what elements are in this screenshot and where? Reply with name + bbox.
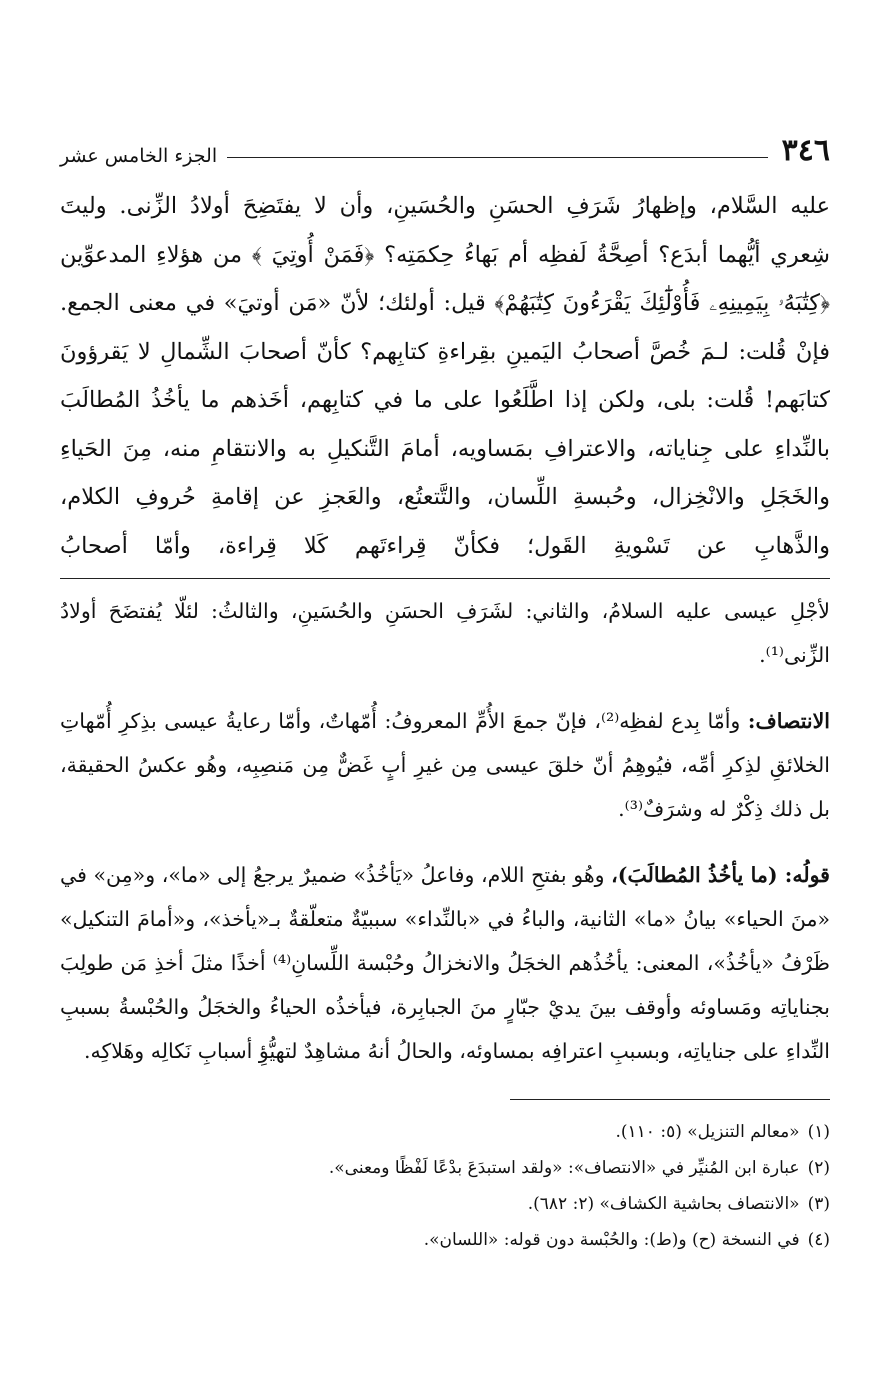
page-number: ٣٤٦: [781, 133, 830, 168]
main-paragraph: عليه السَّلام، وإظهارُ شَرَفِ الحسَنِ والحُسَينِ، وأن لا يفتَضِحَ أولادُ الزِّنى. وليتَ شِعري أيُّهما أبدَع؟ أصِحَّةُ لَفظِه أم بَهاءُ حِكمَتِه؟ ﴿فَمَنْ أُوتِيَ ﴾ من هؤلاءِ المدعوِّين ﴿كِتَٰبَهُۥ بِيَمِينِهِۦ فَأُوْلَٰٓئِكَ يَقْرَءُونَ كِتَٰبَهُمْ﴾ قيل: أولئك؛ لأنّ «مَن أوتيَ» في معنى الجمع. فإنْ قُلت: لـمَ خُصَّ أصحابُ اليَمينِ بقِراءةِ كتابِهم؟ كأنّ أصحابَ الشِّمالِ لا يَقرؤونَ كتابَهم! قُلت: بلى، ولكن إذا اطَّلَعُوا على ما في كتابِهم، أخَذهم ما يأخُذُ المُطالَبَ بالنِّداءِ على جِناياته، والاعترافِ بمَساويه، أمامَ التَّنكيلِ به والانتقامِ منه، مِنَ الحَياءِ والخَجَلِ والانْخِزال، وحُبسةِ اللِّسان، والتَّتعتُع، والعَجزِ عن إقامةِ حُروفِ الكلام، والذَّهابِ عن تَسْويةِ القَول؛ فكأنّ قِراءتَهم كَلا قِراءة، وأمّا أصحابُ: [60, 193, 830, 559]
commentary-paragraph-1: لأجْلِ عيسى عليه السلامُ، والثاني: لشَرَفِ الحسَنِ والحُسَينِ، والثالثُ: لئلّا يُفتضَحَ أولادُ الزِّنى⁽¹⁾.: [60, 599, 830, 667]
footnote-number: (٣): [807, 1194, 830, 1214]
commentary-paragraph-3: [60, 853, 830, 1073]
commentary-paragraph-2: [60, 699, 830, 831]
footnotes: [60, 1114, 830, 1258]
footnote-text: «الانتصاف بحاشية الكشاف» (٢: ٦٨٢).: [527, 1194, 800, 1214]
running-header: [60, 118, 830, 166]
footnote-rule: [510, 1099, 830, 1100]
commentary-body-2: وأمّا بِدع لفظِه⁽²⁾، فإنّ جمعَ الأُمِّ المعروفُ: أُمّهاتٌ، وأمّا رعايةُ عيسى بذِكرِ أُمّهاتِ الخلائقِ لذِكرِ أمِّه، فيُوهِمُ أنّ خلقَ عيسى مِن غيرِ أبٍ غَضٌّ مِن مَنصِبِه، وهُو عكسُ الحقيقة، بل ذلك ذِكْرٌ له وشرَفٌ⁽³⁾.: [60, 709, 830, 821]
book-page: [60, 118, 830, 1258]
footnote-1: [60, 1114, 830, 1150]
commentary-lead-qawluh: قولُه: (ما يأخُذُ المُطالَبَ)،: [611, 863, 830, 887]
footnote-number: (٤): [807, 1230, 830, 1250]
commentary-body-3: وهُو بفتحِ اللام، وفاعلُ «يَأخُذُ» ضميرٌ يرجعُ إلى «ما»، و«مِن» في «منَ الحياء» بيانُ «ما» الثانية، والباءُ في «بالنِّداء» سببيّةٌ متعلّقةٌ بـ«يأخذ»، و«أمامَ التنكيل» ظَرْفُ «يأخُذُ»، المعنى: يأخُذُهم الخجَلُ والانخزالُ وحُبْسة اللِّسانِ⁽⁴⁾ أخذًا مثلَ أخذِ مَن طولِبَ بجناياتِه ومَساوئه وأوقف بينَ يديْ جبّارٍ منَ الجبابِرة، فيأخذُه الحياءُ والخجَلُ والحُبْسةُ بسببِ النِّداءِ على جناياتِه، وبسببِ اعترافِه بمساوئه، والحالُ أنهُ مشاهِدٌ لتهيُّؤِ أسبابِ نَكالِه وهَلاكِه.: [60, 863, 830, 1063]
footnote-number: (٢): [807, 1158, 830, 1178]
footnote-text: عبارة ابن المُنيِّر في «الانتصاف»: «ولقد استبدَعَ بدْعًا لَفْظًا ومعنى».: [328, 1158, 800, 1178]
footnote-text: «معالم التنزيل» (٥: ١١٠).: [615, 1122, 800, 1142]
footnote-3: [60, 1186, 830, 1222]
footnote-text: في النسخة (ح) و(ط): والحُبْسة دون قوله: «اللسان».: [423, 1230, 800, 1250]
footnote-4: [60, 1222, 830, 1258]
commentary: [60, 589, 830, 1073]
commentary-lead-intisaf: الانتصاف:: [747, 709, 830, 733]
footnote-2: [60, 1150, 830, 1186]
footnote-number: (١): [807, 1122, 830, 1142]
main-text: [60, 182, 830, 570]
running-title: الجزء الخامس عشر: [60, 145, 218, 167]
header-rule: [227, 157, 768, 158]
text-commentary-separator: [60, 578, 830, 579]
